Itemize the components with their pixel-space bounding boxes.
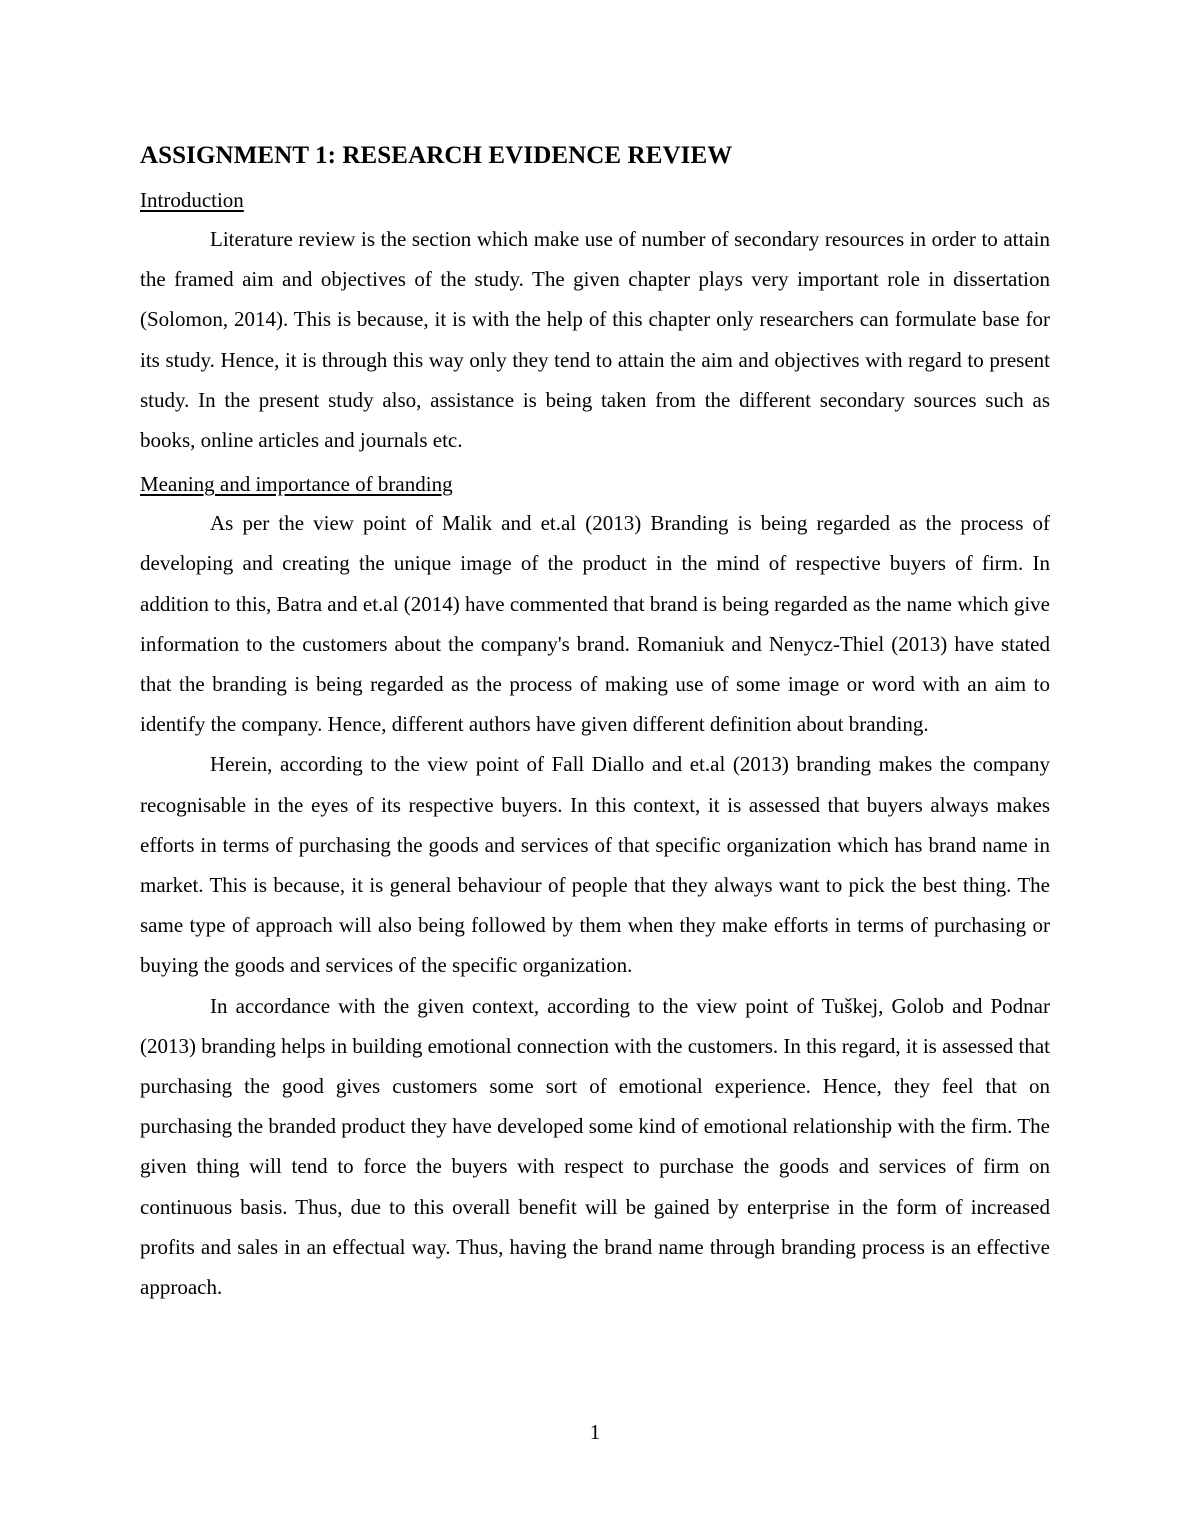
paragraph-branding-1: As per the view point of Malik and et.al (2013) Branding is being regarded as the process of developing and creating the unique image of the product in the mind of respective buyers of firm. In addition to this, Batra and et.al (2014) have commented that brand is being regarded as the name which give information to the customers about the company's brand. Romaniuk and Nenycz-Thiel (2013) have stated that the branding is being regarded as the process of making use of some image or word with an aim to identify the company. Hence, different authors have given different definition about branding. bbox=[140, 511, 1050, 737]
paragraph-introduction: Literature review is the section which make use of number of secondary resources in order to attain the framed aim and objectives of the study. The given chapter plays very important role in dissertation (Solomon, 2014). This is because, it is with the help of this chapter only researchers can formulate base for its study. Hence, it is through this way only they tend to attain the aim and objectives with regard to present study. In the present study also, assistance is being taken from the different secondary sources such as books, online articles and journals etc. bbox=[140, 227, 1050, 453]
document-title: ASSIGNMENT 1: RESEARCH EVIDENCE REVIEW bbox=[140, 142, 733, 169]
section-heading-branding: Meaning and importance of branding bbox=[140, 472, 453, 497]
paragraph-branding-3: In accordance with the given context, according to the view point of Tuškej, Golob and Podnar (2013) branding helps in building emotional connection with the customers. In this regard, it is assessed that purchasing the good gives customers some sort of emotional experience. Hence, they feel that on purchasing the branded product they have developed some kind of emotional relationship with the firm. The given thing will tend to force the buyers with respect to purchase the goods and services of firm on continuous basis. Thus, due to this overall benefit will be gained by enterprise in the form of increased profits and sales in an effectual way. Thus, having the brand name through branding process is an effective approach. bbox=[140, 993, 1050, 1300]
section-heading-introduction: Introduction bbox=[140, 188, 244, 212]
document-page bbox=[140, 140, 1050, 1307]
page-number: 1 bbox=[589, 1420, 601, 1444]
paragraph-branding-2: Herein, according to the view point of Fall Diallo and et.al (2013) branding makes the company recognisable in the eyes of its respective buyers. In this context, it is assessed that buyers always makes efforts in terms of purchasing the goods and services of that specific organization which has brand name in market. This is because, it is general behaviour of people that they always want to pick the best thing. The same type of approach will also being followed by them when they make efforts in terms of purchasing or buying the goods and services of the specific organization. bbox=[140, 752, 1050, 978]
